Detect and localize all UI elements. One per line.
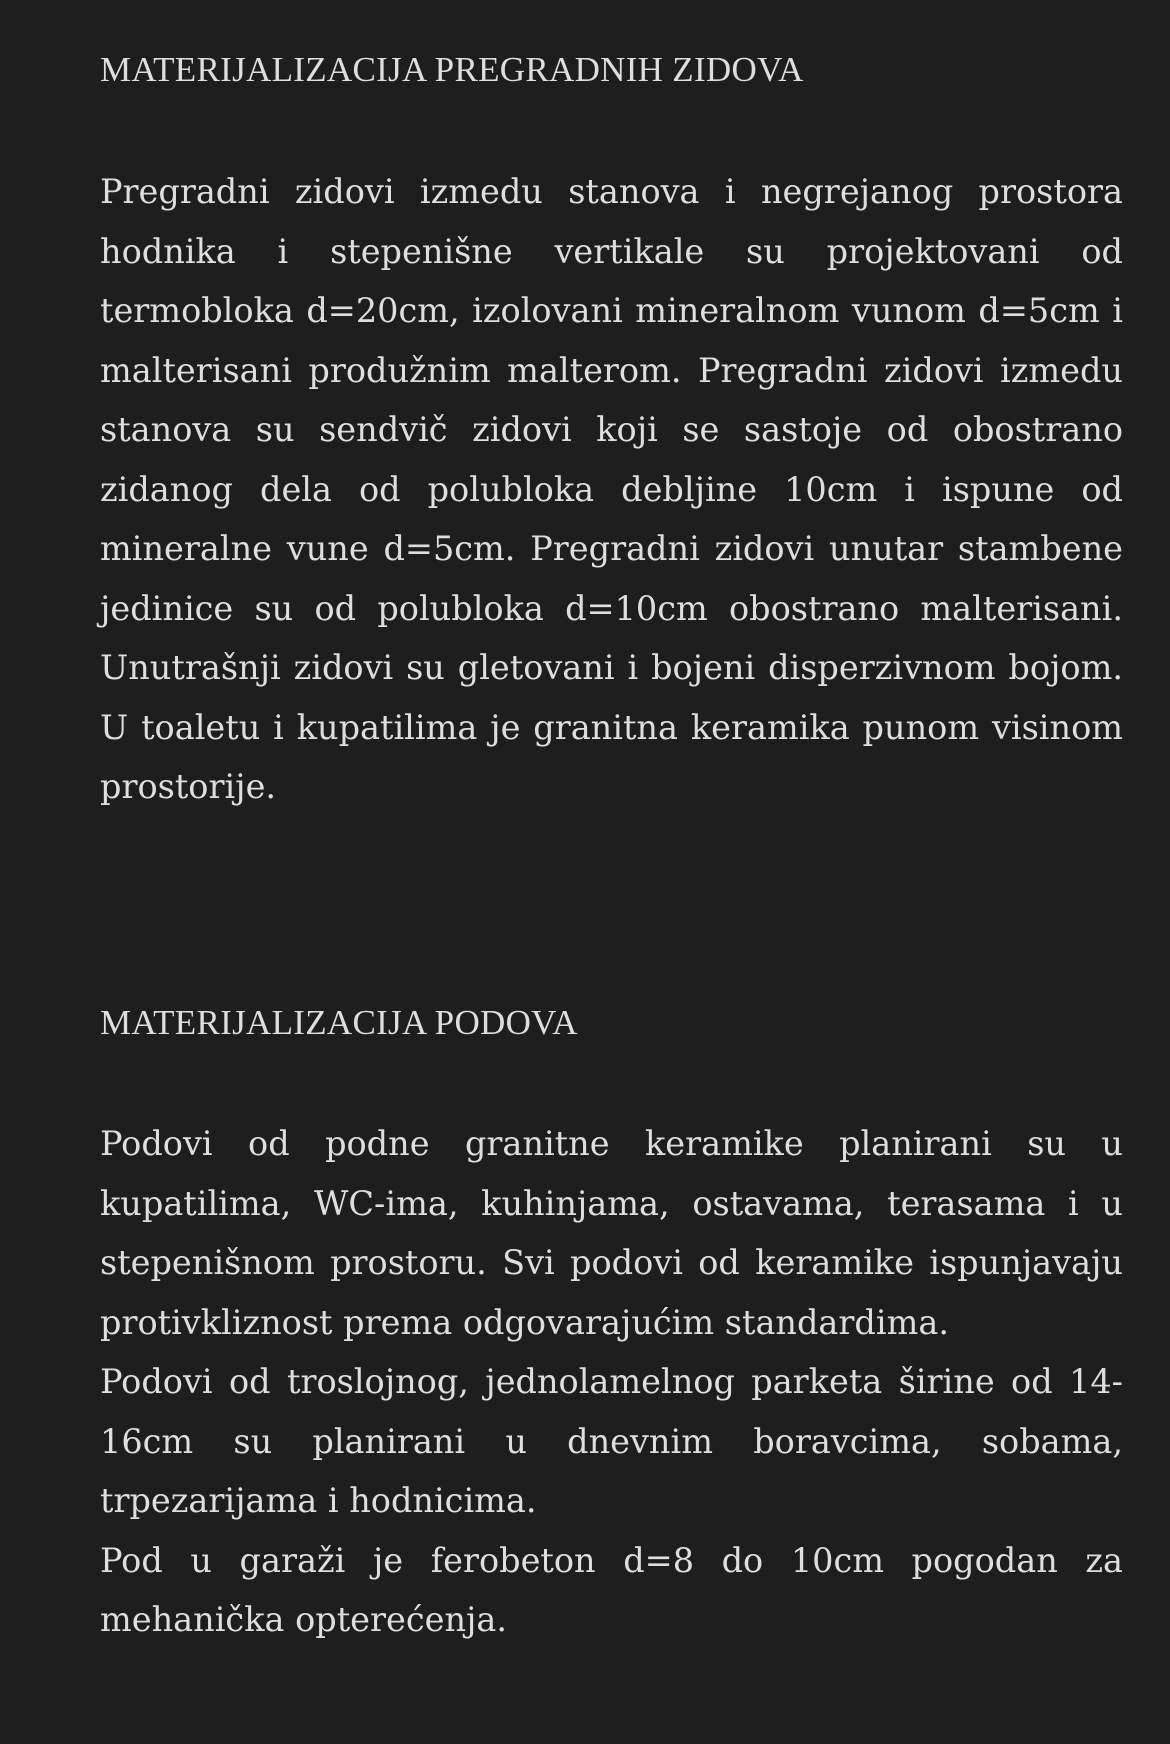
floors-paragraph-parquet: Podovi od troslojnog, jednolamelnog parketa širine od 14-16cm su planirani u dnevnim boravcima, sobama, trpezarijama i hodnicima. [100, 1362, 1123, 1520]
section-heading-floors: MATERIJALIZACIJA PODOVA [100, 1003, 578, 1042]
floors-paragraph-ceramic: Podovi od podne granitne keramike planirani su u kupatilima, WC-ima, kuhinjama, ostavama, terasama i u stepenišnom prostoru. Svi podovi od keramike ispunjavaju protivkliznost prema odgovarajućim standardima. [100, 1124, 1123, 1342]
floors-paragraph-garage: Pod u garaži je ferobeton d=8 do 10cm pogodan za mehanička opterećenja. [100, 1540, 1123, 1639]
floors-text-block [100, 1114, 1123, 1650]
walls-paragraph: Pregradni zidovi izmedu stanova i negrejanog prostora hodnika i stepenišne vertikale su projektovani od termobloka d=20cm, izolovani mineralnom vunom d=5cm i malterisani produžnim malterom. Pregradni zidovi izmedu stanova su sendvič zidovi koji se sastoje od obostrano zidanog dela od polubloka debljine 10cm i ispune od mineralne vune d=5cm. Pregradni zidovi unutar stambene jedinice su od polubloka d=10cm obostrano malterisani. Unutrašnji zidovi su gletovani i bojeni disperzivnom bojom. U toaletu i kupatilima je granitna keramika punom visinom prostorije. [100, 172, 1123, 806]
section-heading-walls: MATERIJALIZACIJA PREGRADNIH ZIDOVA [100, 50, 804, 89]
